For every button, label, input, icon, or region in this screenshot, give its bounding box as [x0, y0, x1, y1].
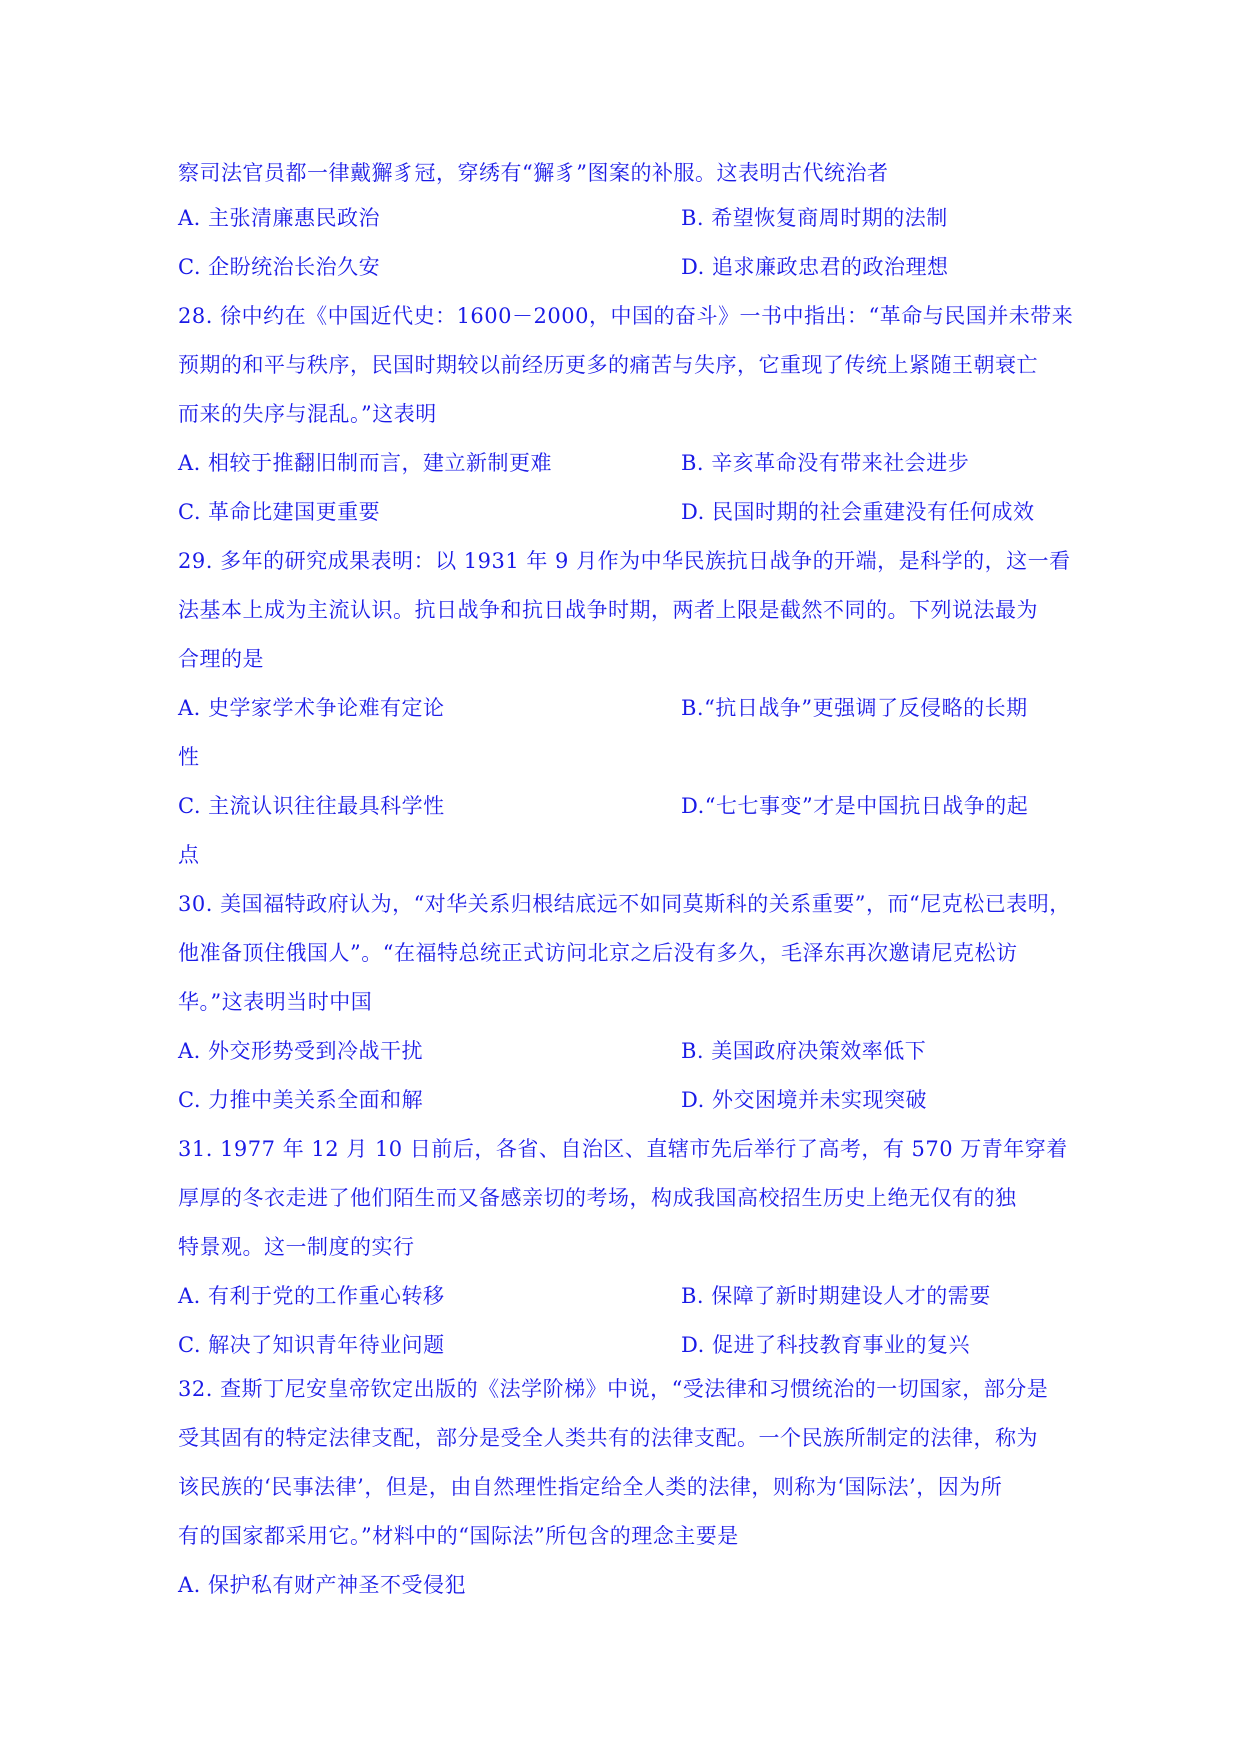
q29-option-d-continued: 点 [178, 843, 200, 867]
q29-option-a: A. 史学家学术争论难有定论 [178, 696, 445, 720]
q32-stem-line-4: 有的国家都采用它。”材料中的“国际法”所包含的理念主要是 [178, 1524, 739, 1548]
q29-stem-line-2: 法基本上成为主流认识。抗日战争和抗日战争时期，两者上限是截然不同的。下列说法最为 [178, 598, 1038, 622]
q32-stem-line-2: 受其固有的特定法律支配，部分是受全人类共有的法律支配。一个民族所制定的法律，称为 [178, 1426, 1038, 1450]
q30-stem-line-3: 华。”这表明当时中国 [178, 990, 373, 1014]
q29-stem-line-1: 29. 多年的研究成果表明：以 1931 年 9 月作为中华民族抗日战争的开端，是科学的，这一看 [178, 549, 1071, 573]
q31-option-c: C. 解决了知识青年待业问题 [178, 1333, 445, 1357]
q28-option-d: D. 民国时期的社会重建没有任何成效 [681, 500, 1035, 524]
q31-stem-line-2: 厚厚的冬衣走进了他们陌生而又备感亲切的考场，构成我国高校招生历史上绝无仅有的独 [178, 1186, 1017, 1210]
q28-option-a: A. 相较于推翻旧制而言，建立新制更难 [178, 451, 553, 475]
q31-option-b: B. 保障了新时期建设人才的需要 [681, 1284, 991, 1308]
q30-option-b: B. 美国政府决策效率低下 [681, 1039, 927, 1063]
q27-option-d: D. 追求廉政忠君的政治理想 [681, 255, 949, 279]
q32-stem-line-3: 该民族的‘民事法律’，但是，由自然理性指定给全人类的法律，则称为‘国际法’，因为所 [178, 1475, 1003, 1499]
q29-stem-line-3: 合理的是 [178, 647, 264, 671]
q30-option-a: A. 外交形势受到冷战干扰 [178, 1039, 424, 1063]
q30-stem-line-2: 他准备顶住俄国人”。“在福特总统正式访问北京之后没有多久，毛泽东再次邀请尼克松访 [178, 941, 1018, 965]
q29-option-b: B.“抗日战争”更强调了反侵略的长期 [681, 696, 1028, 720]
q30-option-c: C. 力推中美关系全面和解 [178, 1088, 424, 1112]
q30-stem-line-1: 30. 美国福特政府认为，“对华关系归根结底远不如同莫斯科的关系重要”，而“尼克松已表明， [178, 892, 1071, 916]
q32-option-a: A. 保护私有财产神圣不受侵犯 [178, 1573, 467, 1597]
q31-option-d: D. 促进了科技教育事业的复兴 [681, 1333, 970, 1357]
q28-stem-line-2: 预期的和平与秩序，民国时期较以前经历更多的痛苦与失序，它重现了传统上紧随王朝衰亡 [178, 353, 1038, 377]
q30-option-d: D. 外交困境并未实现突破 [681, 1088, 927, 1112]
q29-option-b-continued: 性 [178, 745, 200, 769]
q29-option-d: D.“七七事变”才是中国抗日战争的起 [681, 794, 1029, 818]
q31-stem-line-3: 特景观。这一制度的实行 [178, 1235, 415, 1259]
q28-option-c: C. 革命比建国更重要 [178, 500, 381, 524]
q28-option-b: B. 辛亥革命没有带来社会进步 [681, 451, 970, 475]
q32-stem-line-1: 32. 查斯丁尼安皇帝钦定出版的《法学阶梯》中说，“受法律和习惯统治的一切国家，部分是 [178, 1377, 1049, 1401]
q27-option-b: B. 希望恢复商周时期的法制 [681, 206, 948, 230]
q28-stem-line-3: 而来的失序与混乱。”这表明 [178, 402, 437, 426]
q27-option-c: C. 企盼统治长治久安 [178, 255, 381, 279]
q27-option-a: A. 主张清廉惠民政治 [178, 206, 381, 230]
q31-stem-line-1: 31. 1977 年 12 月 10 日前后，各省、自治区、直辖市先后举行了高考，有 570 万青年穿着 [178, 1137, 1068, 1161]
q28-stem-line-1: 28. 徐中约在《中国近代史：1600－2000，中国的奋斗》一书中指出：“革命与民国并未带来 [178, 304, 1074, 328]
q31-option-a: A. 有利于党的工作重心转移 [178, 1284, 445, 1308]
carry-over-line: 察司法官员都一律戴獬豸冠，穿绣有“獬豸”图案的补服。这表明古代统治者 [178, 161, 889, 185]
q29-option-c: C. 主流认识往往最具科学性 [178, 794, 445, 818]
